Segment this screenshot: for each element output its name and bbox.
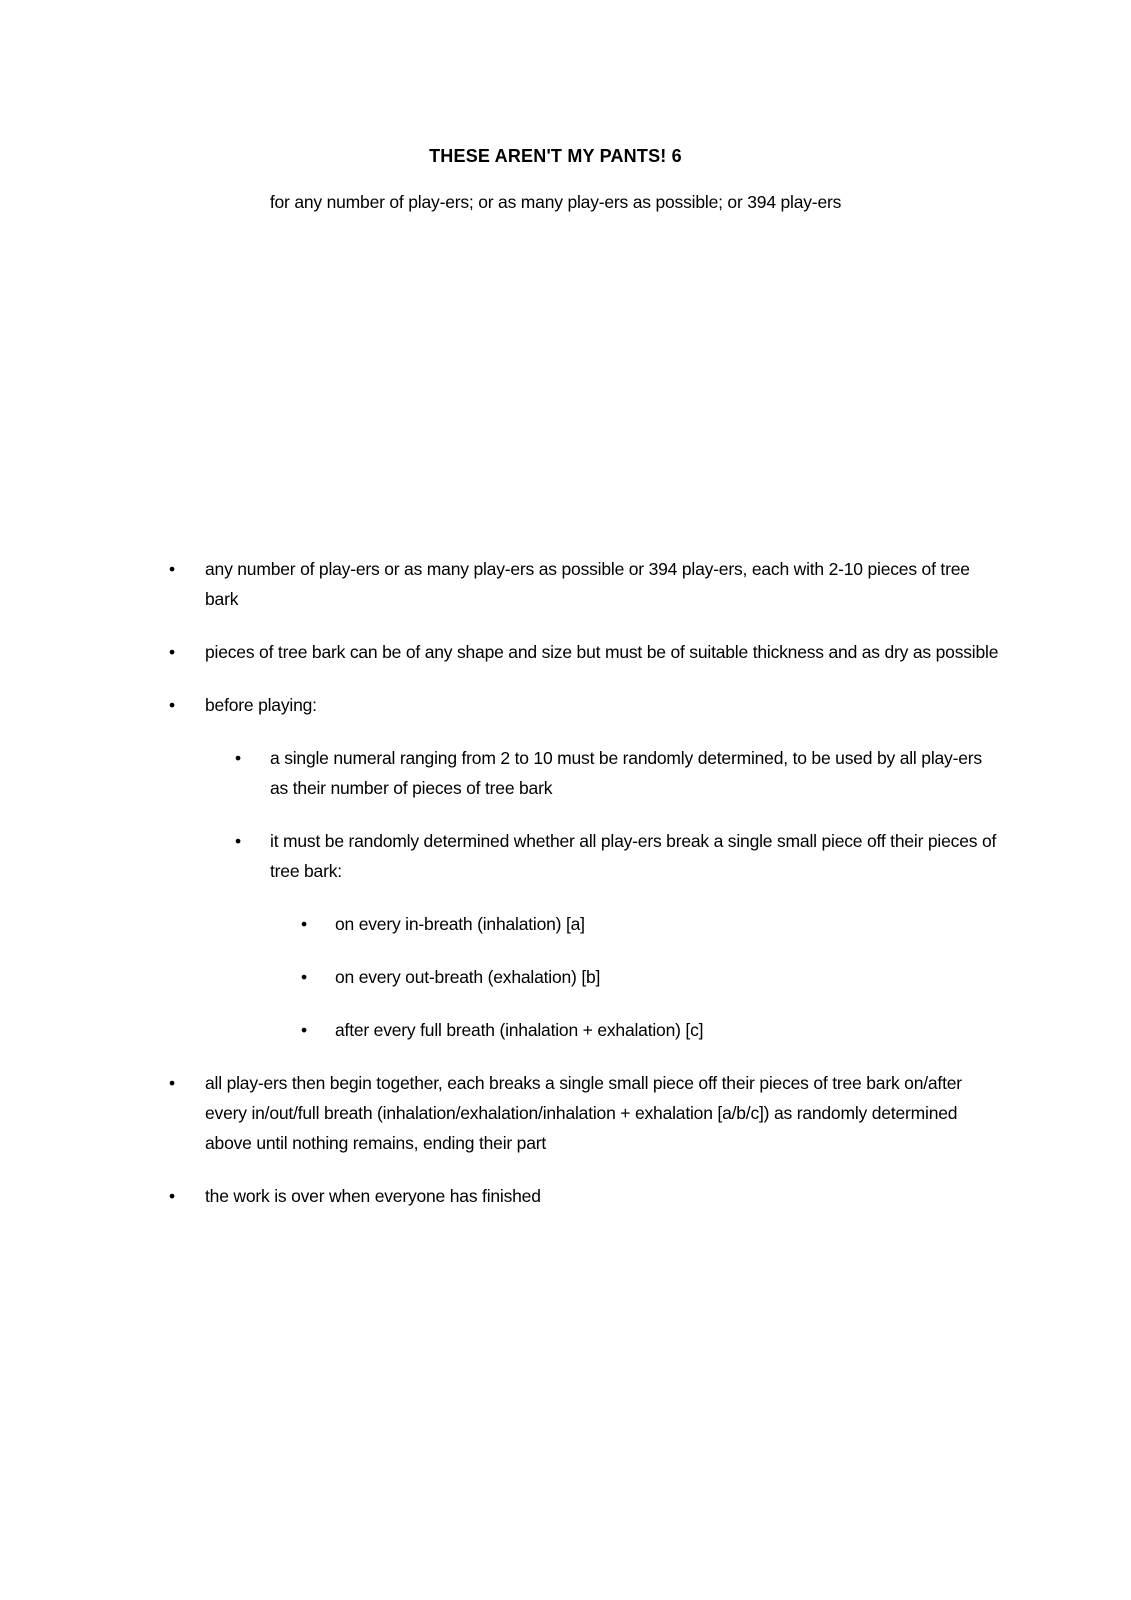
bullet-icon: • (169, 695, 175, 715)
list-item-text: any number of play-ers or as many play-ers as possible or 394 play-ers, each with 2-10 pieces of tree bark (205, 559, 970, 609)
bullet-icon: • (169, 642, 175, 662)
bullet-icon: • (301, 967, 307, 987)
bullet-icon: • (235, 748, 241, 768)
list-item-text: it must be randomly determined whether all play-ers break a single small piece off their pieces of tree bark: (270, 831, 997, 881)
list-item (0, 690, 1131, 720)
list-item-text: pieces of tree bark can be of any shape and size but must be of suitable thickness and as dry as possible (205, 642, 999, 662)
document-title: THESE AREN'T MY PANTS! 6 (429, 146, 682, 166)
list-item (0, 1068, 1131, 1158)
list-item-text: after every full breath (inhalation + exhalation) [c] (335, 1020, 704, 1040)
list-item (0, 962, 1131, 992)
list-item-text: on every in-breath (inhalation) [a] (335, 914, 585, 934)
list-item-text: the work is over when everyone has finished (205, 1186, 541, 1206)
list-item-text: before playing: (205, 695, 317, 715)
list-item (0, 826, 1131, 886)
list-item-text: a single numeral ranging from 2 to 10 must be randomly determined, to be used by all play-ers as their number of pieces of tree bark (270, 748, 982, 798)
bullet-icon: • (301, 914, 307, 934)
bullet-icon: • (235, 831, 241, 851)
bullet-icon: • (169, 559, 175, 579)
bullet-icon: • (169, 1073, 175, 1093)
document-subtitle: for any number of play-ers; or as many play-ers as possible; or 394 play-ers (269, 192, 842, 212)
bullet-icon: • (301, 1020, 307, 1040)
list-item-text: all play-ers then begin together, each breaks a single small piece off their pieces of tree bark on/after every in/out/full breath (inhalation/exhalation/inhalation + exhalation [a/b/c]) as randomly determined above until nothing remains, ending their part (205, 1073, 962, 1153)
blank-space (0, 217, 1131, 554)
list-item (0, 554, 1131, 614)
list-item (0, 1181, 1131, 1211)
list-item (0, 909, 1131, 939)
list-item-text: on every out-breath (exhalation) [b] (335, 967, 601, 987)
list-item (0, 637, 1131, 667)
list-item (0, 1015, 1131, 1045)
list-item (0, 743, 1131, 803)
bullet-icon: • (169, 1186, 175, 1206)
